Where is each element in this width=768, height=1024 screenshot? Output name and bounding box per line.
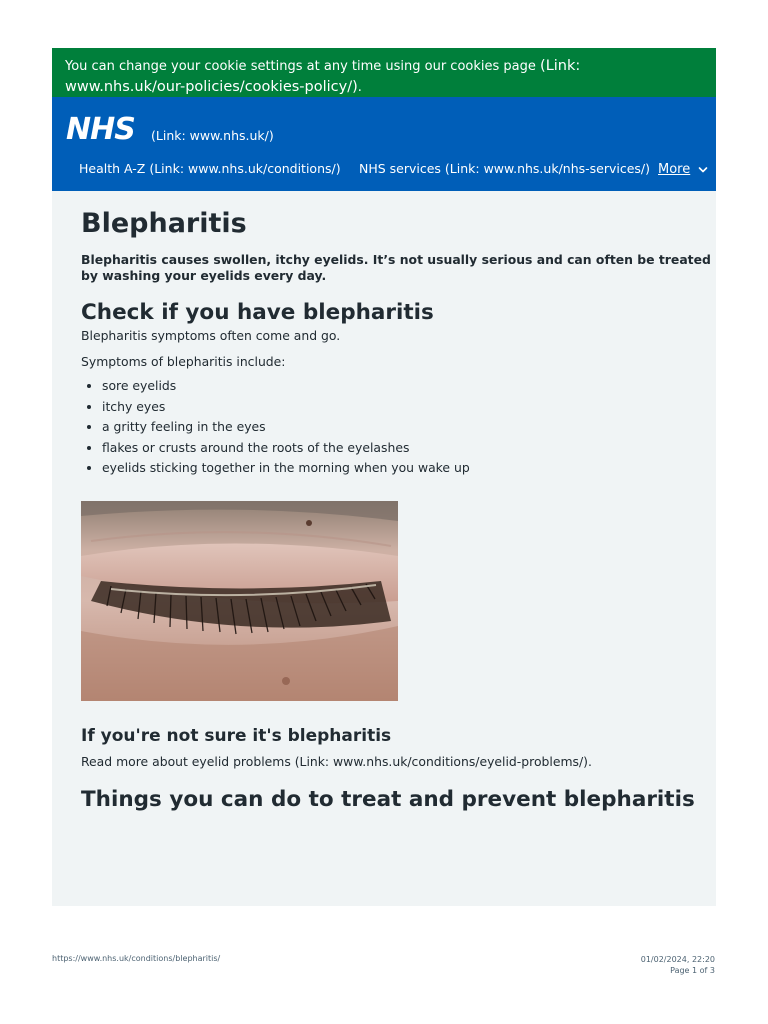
nav-item-health-a-z[interactable]: Health A-Z (Link: www.nhs.uk/conditions/) (79, 161, 341, 176)
section-heading-check: Check if you have blepharitis (81, 300, 434, 325)
footer-datetime: 01/02/2024, 22:20 (640, 955, 715, 964)
nav-more-label: More (658, 162, 691, 177)
nav-more-toggle[interactable] (658, 158, 708, 181)
page-title: Blepharitis (81, 208, 247, 239)
list-item: • eyelids sticking together in the morning when you wake up (102, 458, 713, 479)
nav-item-nhs-services[interactable]: NHS services (Link: www.nhs.uk/nhs-services/) (359, 161, 651, 176)
cookie-banner-period: . (357, 80, 362, 95)
section-heading-treat: Things you can do to treat and prevent blepharitis (81, 786, 695, 812)
symptoms-intro: Blepharitis symptoms often come and go. (81, 328, 341, 343)
cookie-banner-text: You can change your cookie settings at any time using our cookies page (65, 59, 536, 74)
eyelid-problems-text[interactable]: Read more about eyelid problems (Link: www.nhs.uk/conditions/eyelid-problems/). (81, 753, 592, 769)
article-content (81, 208, 713, 813)
blepharitis-eye-photo (81, 501, 398, 701)
home-link[interactable]: (Link: www.nhs.uk/) (151, 128, 274, 143)
nhs-logo[interactable] (66, 112, 144, 144)
primary-navigation (79, 158, 716, 180)
cookies-page-link[interactable]: (Link: www.nhs.uk/our-policies/cookies-policy/) (65, 58, 581, 95)
lede-paragraph: Blepharitis causes swollen, itchy eyelids. It’s not usually serious and can often be treated by washing your eyelids every day. (81, 252, 711, 283)
footer-page-number: Page 1 of 3 (670, 966, 715, 975)
list-item: • flakes or crusts around the roots of the eyelashes (102, 438, 713, 459)
cookie-banner (52, 48, 716, 97)
list-item: • itchy eyes (102, 397, 713, 418)
footer-url: https://www.nhs.uk/conditions/blepharitis/ (52, 954, 221, 963)
page-sheet (52, 48, 716, 906)
list-item: • a gritty feeling in the eyes (102, 417, 713, 438)
section-heading-not-sure: If you're not sure it's blepharitis (81, 725, 392, 746)
nhs-logo-text: NHS (66, 112, 135, 144)
site-header (52, 97, 716, 191)
chevron-down-icon (698, 165, 708, 175)
list-item: • sore eyelids (102, 376, 713, 397)
footer-meta (641, 954, 715, 976)
symptoms-list-intro: Symptoms of blepharitis include: (81, 354, 286, 369)
symptoms-list (81, 376, 713, 479)
